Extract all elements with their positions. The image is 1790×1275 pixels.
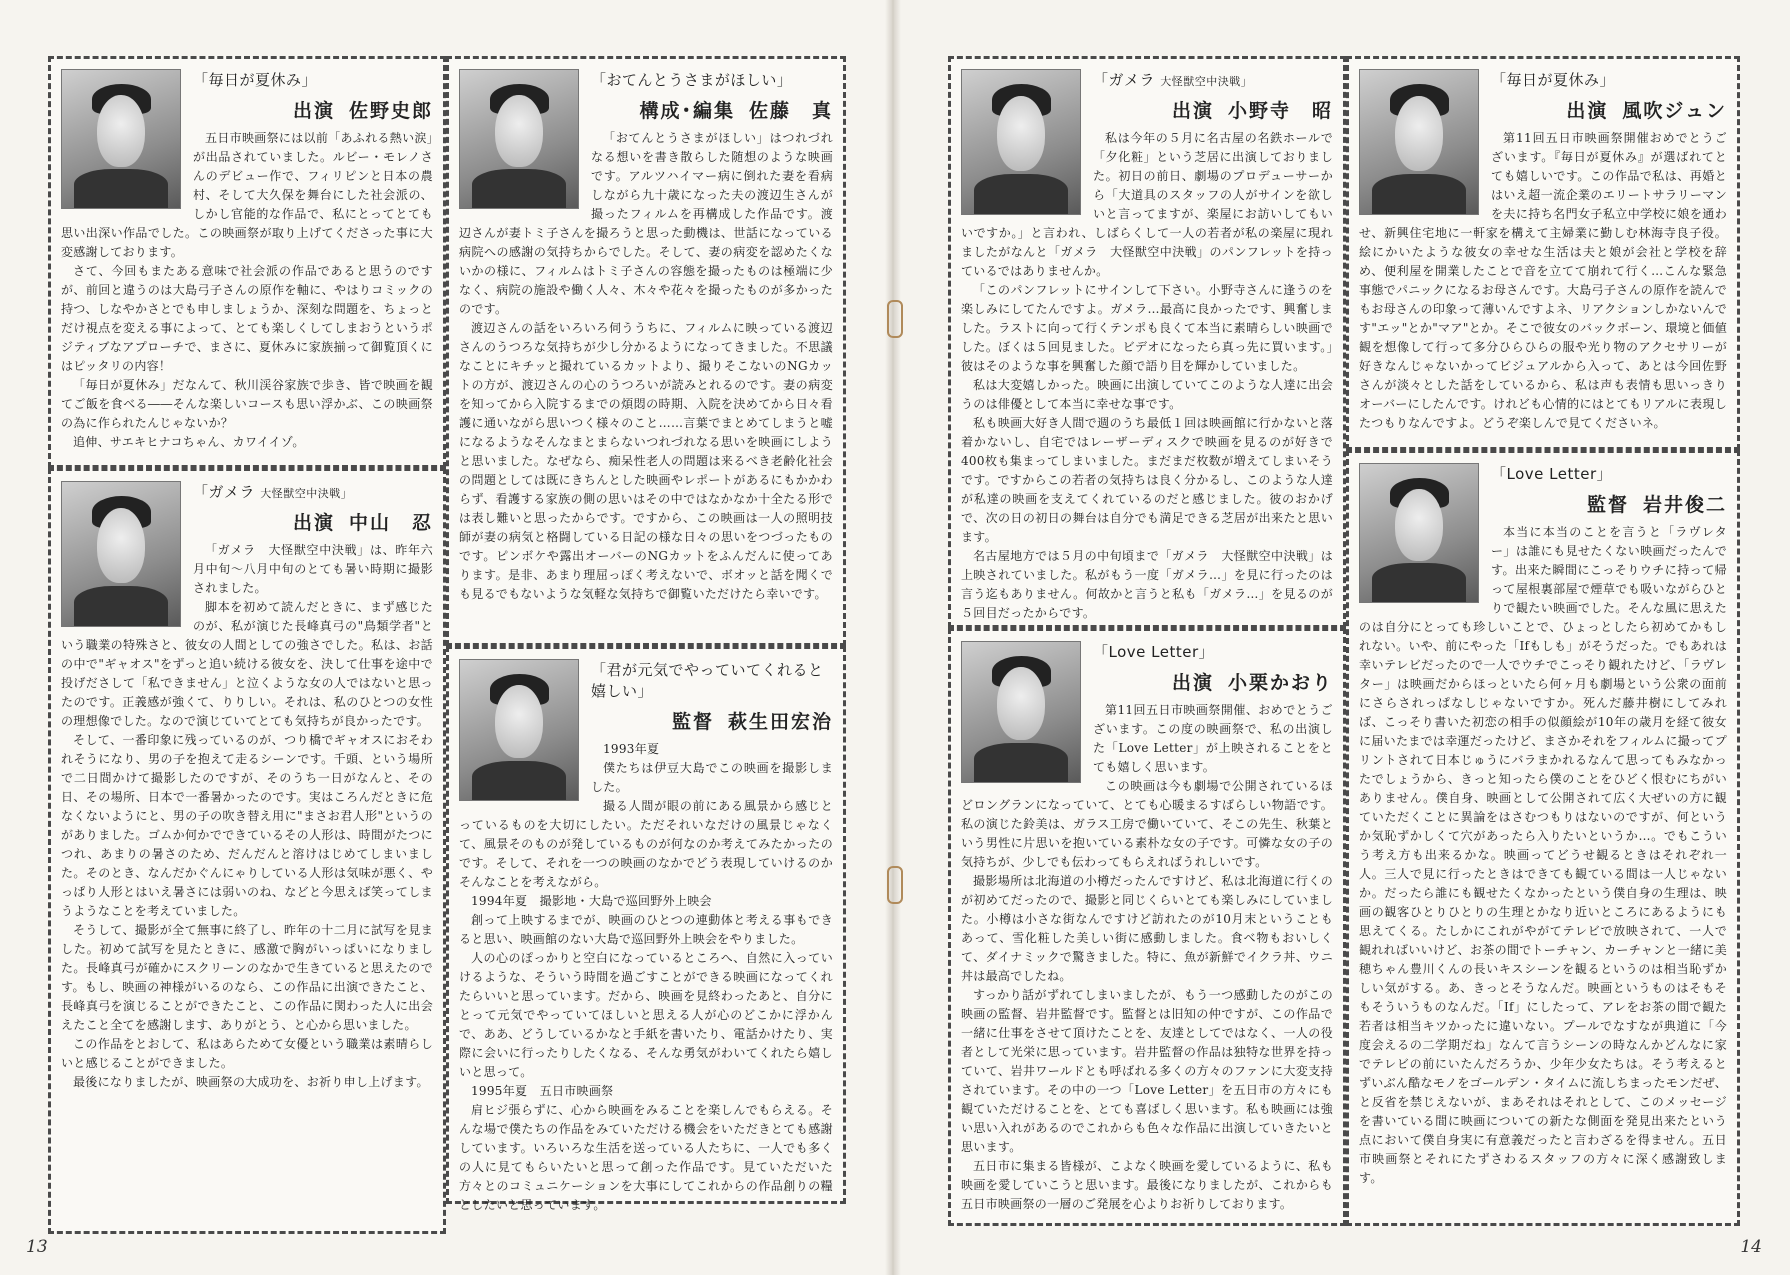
paragraph: 名古屋地方では５月の中旬頃まで「ガメラ 大怪獣空中決戦」は上映されていました。私がもう一度「ガメラ…」を見に行ったのは言う迄もありません。何故かと言うと私も「ガメラ…」を見るのが５回目だったからです。 xyxy=(961,549,1333,620)
paragraph: 追伸、サエキヒナコちゃん、カワイイゾ。 xyxy=(73,435,305,449)
film-title: 「ガメラ 大怪獣空中決戦」 xyxy=(193,483,353,501)
credit-line: 監督 岩井俊二 xyxy=(1586,494,1727,516)
portrait-photo xyxy=(61,69,181,209)
entry-box xyxy=(1346,450,1740,1226)
person-name: 岩井俊二 xyxy=(1642,494,1727,516)
film-title: 「君が元気でやっていてくれると嬉しい」 xyxy=(591,661,824,700)
paragraph: すっかり話がずれてしまいましたが、もう一つ感動したのがこの映画の監督、岩井監督です。監督とは旧知の仲ですが、この作品で一緒に仕事をさせて頂けたことを、友達としてではなく、一人の役者として光栄に思っています。岩井監督の作品は独特な世界を持っていて、岩井ワールドとも呼ばれる多くの方々のファンに大変支持されています。その中の一つ「Love Letter」を五日市の方々にも観ていただけることを、とても喜ばしく思います。私も映画には強い思い入れがあるのでこれからも色々な作品に出演していきたいと思います。 xyxy=(961,988,1333,1154)
paragraph: 僕たちは伊豆大島でこの映画を撮影しました。 xyxy=(591,761,833,794)
film-title: 「Love Letter」 xyxy=(1093,643,1215,661)
entry-box xyxy=(1346,56,1740,450)
film-title: 「ガメラ 大怪獣空中決戦」 xyxy=(1093,71,1253,89)
paragraph: 撮る人間が眼の前にある風景から感じとっているものを大切にしたい。ただそれいなだけの風景じゃなくて、風景そのものが発しているものが何なのか考えてみたかったのです。そして、それを一つの映画のなかでどう表現していけるのかそんなことを考えながら。 xyxy=(459,799,833,889)
paragraph: 最後になりましたが、映画祭の大成功を、お祈り申し上げます。 xyxy=(73,1075,429,1089)
paragraph: この作品をとおして、私はあらためて女優という職業は素晴らしいと感じることができました。 xyxy=(61,1037,433,1070)
entry-box xyxy=(48,468,446,1234)
person-name: 中山 忍 xyxy=(348,512,433,534)
portrait-photo xyxy=(459,69,579,209)
portrait-photo xyxy=(961,641,1081,783)
person-name: 萩生田宏治 xyxy=(727,711,833,733)
paragraph: 1993年夏 xyxy=(603,742,660,756)
person-name: 小野寺 昭 xyxy=(1227,100,1333,122)
entry-box xyxy=(948,628,1346,1226)
portrait-photo xyxy=(1359,69,1479,215)
film-title: 「毎日が夏休み」 xyxy=(1491,71,1616,89)
paragraph: 五日市映画祭には以前「あふれる熱い涙」が出品されていました。ルビー・モレノさんのデビュー作で、フィリピンと日本の農村、そして大久保を舞台にした社会派の、しかし官能的な作品で、私にとってとても思い出深い作品でした。この映画祭が取り上げてくださった事に大変感謝しております。 xyxy=(61,131,433,259)
paragraph: 渡辺さんの話をいろいろ伺ううちに、フィルムに映っている渡辺さんのうつろな気持ちが少し分かるようになってきました。不思議なことにキチッと撮れているカットより、撮りそこないのNGカットの方が、渡辺さんの心のうつろいが読みとれるのです。妻の病変を知ってから入院するまでの煩悶の時期、入院を決めてから日々看護に通いながら思いつく様々のこと……言葉でまとめてしまうと嘘になるようなそんなまとまらないつれづれなる思いを映画にしようと思いました。なぜなら、痴呆性老人の問題は来るべき老齢化社会の問題としては既にきちんとした映画やレポートがあるにもかかわらず、看護する家族の側の思いはその中ではなかなか十全たる形では表し難いと思ったからです。ですから、この映画は一人の照明技師が妻の病気と格闘している日記の様な日々の思いをつづったものです。ピンボケや露出オーバーのNGカットをふんだんに使ってあります。是非、あまり理屈っぽく考えないで、ボオッと話を聞くでも見るでもないような気軽な気持ちで御覧いただけたら幸いです。 xyxy=(459,321,833,601)
film-title: 「毎日が夏休み」 xyxy=(193,71,318,89)
paragraph: そうして、撮影が全て無事に終了し、昨年の十二月に試写を見ました。初めて試写を見たときに、感激で胸がいっぱいになりました。長峰真弓が確かにスクリーンのなかで生きていると思えたのです。もし、映画の神様がいるのなら、この作品に出演できたこと、長峰真弓を演じることができたこと、この作品に関わった人に出会えたこと全てを感謝します、ありがとう、と心から思いました。 xyxy=(61,923,433,1032)
person-name: 佐藤 真 xyxy=(748,100,833,122)
paragraph: 人の心のぽっかりと空白になっているところへ、自然に入っていけるような、そういう時間を過ごすことができる映画になってくれたらいいと思っています。だから、映画を見終わったあと、自分にとって元気でやっていてほしいと思える人が心のどこかに浮かんで、ああ、どうしているかなと手紙を書いたり、電話かけたり、実際に会いに行ったりしたくなる、そんな勇気がわいてくれたら嬉しいと思って。 xyxy=(459,951,833,1079)
paragraph: 「このパンフレットにサインして下さい。小野寺さんに逢うのを楽しみにしてたんですよ。ガメラ…最高に良かったです、興奮しました。ラストに向って行くテンポも良くて本当に素晴らしい映画でした。ぼくは５回見ました。ビデオになったら真っ先に買います。」彼はそのような事を興奮した顔で語り目を輝かしていました。 xyxy=(961,283,1333,373)
staple-top xyxy=(887,300,903,338)
book-gutter xyxy=(885,0,901,1275)
credit-line: 出演 小栗かおり xyxy=(1171,672,1333,694)
film-title: 「Love Letter」 xyxy=(1491,465,1613,483)
person-name: 小栗かおり xyxy=(1227,672,1333,694)
portrait-photo xyxy=(459,659,579,801)
staple-bottom xyxy=(887,866,903,904)
paragraph: 「ガメラ 大怪獣空中決戦」は、昨年六月中旬～八月中旬のとても暑い時期に撮影されました。 xyxy=(193,543,433,595)
paragraph: そして、一番印象に残っているのが、つり橋でギャオスにおそわれそうになり、男の子を抱えて走るシーンです。千頭、という場所で二日間かけて撮影したのですが、そのうち一日がなんと、その日、その場所、日本で一番暑かったのです。実はころんだときに危なくないようにと、男の子の吹き替え用に"まさお君人形"というのがありました。ゴムか何かでできているその人形は、時間がたつにつれ、あまりの暑さのため、だんだんと溶けはじめてしまいました。そのとき、なんだかぐんにゃりしている人形は気味が悪く、やっぱり人形とはいえ暑さには弱いのね、などと今思えば笑ってしまうようなことを考えていました。 xyxy=(61,733,433,918)
body-text xyxy=(459,740,833,1215)
paragraph: この映画は今も劇場で公開されているほどロングランになっていて、とても心暖まるすばらしい物語です。私の演じた鈴美は、ガラス工房で働いていて、そこの先生、秋葉という男性に片思いを抱いている素朴な女の子です。可憐な女の子の気持ちが、少しでも伝わってもらえればうれしいです。 xyxy=(961,779,1333,869)
page-number-left: 13 xyxy=(26,1237,48,1257)
credit-line: 出演 風吹ジュン xyxy=(1566,100,1727,122)
credit-line: 構成･編集 佐藤 真 xyxy=(639,100,833,122)
entry-box xyxy=(446,646,846,1212)
portrait-photo xyxy=(961,69,1081,215)
body-text xyxy=(1359,523,1727,1188)
credit-line: 出演 佐野史郎 xyxy=(292,100,433,122)
entry-box xyxy=(446,56,846,646)
person-name: 佐野史郎 xyxy=(348,100,433,122)
paragraph: 本当に本当のことを言うと「ラヴレター」は誰にも見せたくない映画だったんです。出来た瞬間にこっそりウチに持って帰って屋根裏部屋で煙草でも吸いながらひとりで観たい映画でした。そんな風に思えたのは自分にとっても珍しいことで、ひょっとしたら初めてかもしれない。いや、前にやった「Ifもしも」がそうだった。でもあれは幸いテレビだったので一人でウチでこっそり観れたけど、「ラヴレター」は映画だからほっといたら何ヶ月も劇場という公衆の面前にさらされっぱなしじゃないですか。死んだ藤井樹にしてみれば、こっそり書いた初恋の相手の似顔絵が10年の歳月を経て彼女に届いたまでは幸運だったけど、まさかそれをフィルムに撮ってプリントされて日本じゅうにバラまかれるなんて思ってもみなかったでしょうから、きっと知ったら僕のことをひどく恨むにちがいありません。僕自身、映画として公開されて広く大ぜいの方に観ていただくことに異論をはさむつもりはないのですが、何というか気恥ずかしくて穴があったら入りたいというか…。でもこういう考え方も出来るかな。映画ってどうせ観るときはそれぞれ一人。三人で見に行ったときはできても観ている間は一人じゃないか。だったら誰にも観せたくなかったという僕自身の生理は、映画の観客ひとりひとりの生理とかなり近いところにあるようにも思えてくる。たしかにこれがやがてテレビで放映されて、一人で観れればいいけど、お茶の間でトーチャン、カーチャンと一緒に美穂ちゃん豊川くんの長いキスシーンを観るというのは相当恥ずかしい気がする。あ、きっとそうなんだ。映画というものはそもそもそういうものなんだ。「If」にしたって、アレをお茶の間で観た若者は相当キツかったに違いない。プールでなすなが典道に「今度会えるの二学期だね」なんて言うシーンの時なんかどんなに家でテレビの前にいたんだろうか、少年少女たちは。そう考えるとずいぶん酷なモノをゴールデン・タイムに流しちまったモンだぜ、と反省を禁じえないが、まあそれはそれとして、このメッセージを書いている間に映画についての新たな側面を発見出来たという点において僕自身実に有意義だったと言わざるを得ません。五日市映画祭とそれにたずさわるスタッフの方々に深く感謝致します。 xyxy=(1359,525,1727,1185)
paragraph: 1994年夏 撮影地・大島で巡回野外上映会 xyxy=(471,894,712,908)
paragraph: 創って上映するまでが、映画のひとつの連動体と考える事もできると思い、映画館のない大島で巡回野外上映会をやりました。 xyxy=(459,913,833,946)
paragraph: 脚本を初めて読んだときに、まず感じたのが、私が演じた長峰真弓の"鳥類学者"という職業の特殊さと、彼女の人間としての強さでした。私は、お話の中で"ギャオス"をずっと追い続ける彼女を、決して仕事を途中で投げださして「私できません」と泣くような女の人ではないと思ったのです。正義感が強くて、りりしい。それは、私のひとつの女性の理想像でした。なので演じていてとても気持ちが良かったです。 xyxy=(61,600,433,728)
credit-line: 出演 小野寺 昭 xyxy=(1171,100,1333,122)
paragraph: 「おてんとうさまがほしい」はつれづれなる想いを書き散らした随想のような映画です。アルツハイマー病に倒れた妻を看病しながら九十歳になった夫の渡辺生さんが撮ったフィルムを再構成した作品です。渡辺さんが妻トミ子さんを撮ろうと思った動機は、世話になっている病院への感謝の気持ちからでした。そして、妻の病変を認めたくないかの様に、フィルムはトミ子さんの容態を撮ったものは極端に少なく、病院の施設や働く人々、木々や花々を撮ったものが多かったのです。 xyxy=(459,131,833,316)
entry-box xyxy=(48,56,446,468)
paragraph: 私は大変嬉しかった。映画に出演していてこのような人達に出会うのは俳優として本当に幸せな事です。 xyxy=(961,378,1333,411)
paragraph: さて、今回もまたある意味で社会派の作品であると思うのですが、前回と違うのは大島弓子さんの原作を軸に、やはりコミックの持つ、しなやかさとでも申しましょうか、深刻な問題を、ちょっとだけ視点を変える事によって、とても楽しくしてしまおうというポジティブなアプローチで、まさに、夏休みに家族揃って御覧頂くにはピッタリの内容！ xyxy=(61,264,433,373)
film-title: 「おてんとうさまがほしい」 xyxy=(591,71,793,89)
paragraph: 私は今年の５月に名古屋の名鉄ホールで「夕化粧」という芝居に出演しておりました。初日の前日、劇場のプロデューサーから「大道具のスタッフの人がサインを欲しいと言ってますが、楽屋にお訪いしてもいいですか。」と言われ、しばらくして一人の若者が私の楽屋に現れましたがなんと「ガメラ 大怪獣空中決戦」のパンフレットを持っているではありませんか。 xyxy=(961,131,1333,278)
credit-line: 出演 中山 忍 xyxy=(292,512,433,534)
paragraph: 第11回五日市映画祭開催おめでとうございます。『毎日が夏休み』が選ばれてとても嬉しいです。この作品で私は、再婚とはいえ超一流企業のエリートサラリーマンを夫に持ち名門女子私立中学校に娘を通わせ、新興住宅地に一軒家を構えて主婦業に勤しむ林海寺良子役。絵にかいたような彼女の幸せな生活は夫と娘が会社と学校を辞め、便利屋を開業したことで音を立てて崩れて行く…こんな緊急事態でパニックになるお母さんです。大島弓子さんの原作を読んでもお母さんの印象って薄いんですよネ、リアクションしかないんです"エッ"とか"マア"とか。そこで彼女のバックボーン、環境と価値観を想像して行って多分ひらひらの服や光り物のアクセサリーが好きなんじゃないかってビジュアルから入って、あとは今回佐野さんが淡々とした話をしているから、私は声も表情も思いっきりオーバーにしたんです。けれども心情的にはとてもリアルに表現したつもりなんですよ。どうぞ楽しんで見てくださいネ。 xyxy=(1359,131,1727,430)
paragraph: 私も映画大好き人間で週のうち最低１回は映画館に行かないと落着かないし、自宅ではレーザーディスクで映画を見るのが好きで400枚も集まってしまいました。まだまだ枚数が増えてしまいそうです。ですからこの若者の気持ちは良く分かるし、このような人達が私達の映画を支えてくれているのだと感じました。彼のおかげで、次の日の初日の舞台は自分でも満足できる芝居が出来たと思います。 xyxy=(961,416,1333,544)
entry-box xyxy=(948,56,1346,628)
credit-line: 監督 萩生田宏治 xyxy=(671,711,833,733)
paragraph: 撮影場所は北海道の小樽だったんですけど、私は北海道に行くのが初めてだったので、撮影と同じくらいとても楽しみにしていました。小樽は小さな街なんですけど訪れたのが10月末ということもあって、雪化粧した美しい街に感動しました。食べ物もおいしくて、ダイナミックで驚きました。特に、魚が新鮮でイクラ丼、ウニ丼は最高でしたね。 xyxy=(961,874,1333,983)
portrait-photo xyxy=(1359,463,1479,603)
paragraph: 1995年夏 五日市映画祭 xyxy=(471,1084,614,1098)
page-number-right: 14 xyxy=(1740,1237,1762,1257)
paragraph: 第11回五日市映画祭開催、おめでとうございます。この度の映画祭で、私の出演した「Love Letter」が上映されることをとても嬉しく思います。 xyxy=(1093,703,1333,774)
paragraph: 「毎日が夏休み」だなんて、秋川渓谷家族で歩き、皆で映画を観てご飯を食べる――そんな楽しいコースも思い浮かぶ、この映画祭の為に作られたんじゃないか？ xyxy=(61,378,433,430)
paragraph: 肩ヒジ張らずに、心から映画をみることを楽しんでもらえる。そんな場で僕たちの作品をみていただける機会をいただきとても感謝しています。いろいろな生活を送っている人たちに、一人でも多くの人に見てもらいたいと思って創った作品です。見ていただいた方々とのコミュニケーションを大事にしてこれからの作品創りの糧としたいと思っています。 xyxy=(459,1103,833,1212)
portrait-photo xyxy=(61,481,181,627)
paragraph: 五日市に集まる皆様が、こよなく映画を愛しているように、私も映画を愛していこうと思います。最後になりましたが、これからも五日市映画祭の一層のご発展を心よりお祈りしております。 xyxy=(961,1159,1333,1211)
person-name: 風吹ジュン xyxy=(1622,100,1727,122)
